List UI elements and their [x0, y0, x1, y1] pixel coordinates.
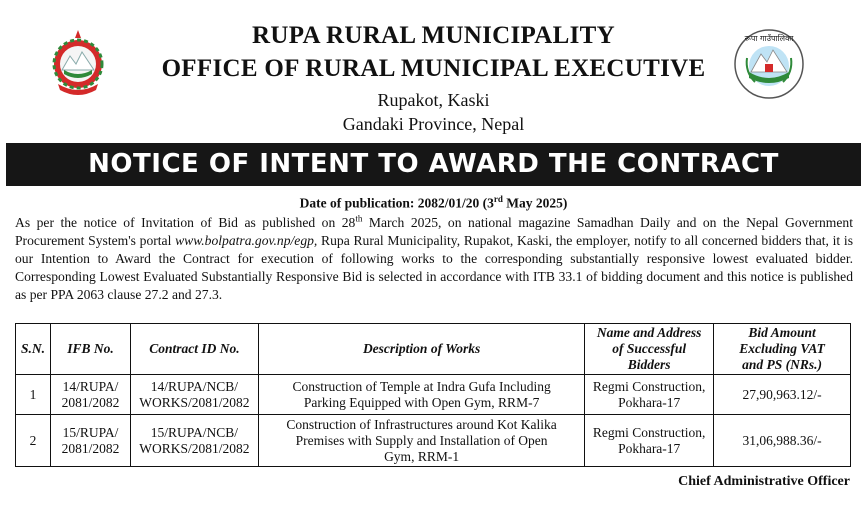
- address-line1: Rupakot, Kaski: [377, 90, 490, 110]
- table-row: [16, 415, 851, 467]
- publication-date-sup: rd: [493, 194, 503, 204]
- cell-ifb: [50, 375, 130, 415]
- header-bidder: [585, 324, 714, 375]
- signature-title: Chief Administrative Officer: [678, 474, 850, 489]
- notice-paragraph: [15, 214, 853, 304]
- letterhead: [0, 0, 867, 140]
- header-bidder-l2: of Successful: [612, 341, 687, 356]
- cell-ifb-l1: 15/RUPA/: [62, 424, 119, 440]
- header-amount: [714, 324, 851, 375]
- header-bidder-l3: Bidders: [627, 357, 671, 372]
- cell-bidder-l2: Pokhara-17: [618, 440, 681, 456]
- cell-bidder-l2: Pokhara-17: [618, 394, 681, 410]
- publication-date-tail: May 2025): [502, 195, 568, 211]
- header-amount-l3: and PS (NRs.): [742, 357, 822, 372]
- cell-bidder: [585, 375, 714, 415]
- header-bidder-l1: Name and Address: [596, 325, 702, 340]
- cell-bidder-l1: Regmi Construction,: [592, 424, 706, 440]
- portal-link[interactable]: www.bolpatra.gov.np/egp,: [175, 233, 318, 248]
- header-sn: S.N.: [16, 324, 51, 375]
- cell-desc-l1: Construction of Temple at Indra Gufa Including: [292, 378, 551, 394]
- cell-contract-l1: 15/RUPA/NCB/: [150, 424, 239, 440]
- cell-desc-l1: Construction of Infrastructures around Kot Kalika: [286, 416, 557, 432]
- cell-bidder: [585, 415, 714, 467]
- para-sup: th: [355, 213, 363, 224]
- cell-description: [258, 415, 584, 467]
- notice-title-banner: NOTICE OF INTENT TO AWARD THE CONTRACT: [6, 143, 861, 186]
- cell-desc-l2: Parking Equipped with Open Gym, RRM-7: [303, 394, 540, 410]
- para-part1: As per the notice of Invitation of Bid as published on 28: [15, 215, 356, 230]
- cell-amount: 31,06,988.36/-: [714, 415, 851, 467]
- cell-sn: 1: [16, 375, 51, 415]
- works-table: [15, 323, 851, 467]
- header-amount-l2: Excluding VAT: [739, 341, 825, 356]
- publication-date: [0, 194, 867, 212]
- cell-desc-l3: Gym, RRM-1: [384, 448, 460, 464]
- cell-description: [258, 375, 584, 415]
- cell-contract-l2: WORKS/2081/2082: [139, 440, 250, 456]
- cell-sn: 2: [16, 415, 51, 467]
- logo-text: रूपा गाउँपालिका: [744, 34, 794, 43]
- para-part3: Rupa Rural Municipality, Rupakot, Kaski, the employer, notify to all concerned bidders that, it is our Intention to Award the Contract for execution of following works to the corresponding substantially responsive lowest evaluated bidder. Corresponding Lowest Evaluated Substantially Responsive Bid is selected in accordance with ITB 33.1 of bidding document and this notice is published as per PPA 2063 clause 27.2 and 27.3.: [15, 233, 853, 302]
- cell-contract-l1: 14/RUPA/NCB/: [150, 378, 239, 394]
- cell-ifb-l1: 14/RUPA/: [62, 378, 119, 394]
- cell-bidder-l1: Regmi Construction,: [592, 378, 706, 394]
- cell-ifb-l2: 2081/2082: [61, 394, 120, 410]
- table-row: [16, 375, 851, 415]
- header-amount-l1: Bid Amount: [748, 325, 816, 340]
- org-name-line1: RUPA RURAL MUNICIPALITY: [252, 22, 615, 49]
- cell-amount: 27,90,963.12/-: [714, 375, 851, 415]
- cell-contract-id: [130, 375, 258, 415]
- cell-desc-l2: Premises with Supply and Installation of Open: [295, 432, 548, 448]
- cell-ifb-l2: 2081/2082: [61, 440, 120, 456]
- cell-ifb: [50, 415, 130, 467]
- header-description: Description of Works: [258, 324, 584, 375]
- cell-contract-id: [130, 415, 258, 467]
- publication-date-label: Date of publication: 2082/01/20 (3: [299, 195, 494, 211]
- municipality-logo-icon: [733, 28, 805, 100]
- org-name-line2: OFFICE OF RURAL MUNICIPAL EXECUTIVE: [161, 55, 706, 82]
- address-line2: Gandaki Province, Nepal: [342, 114, 525, 134]
- para-part2: March 2025, on national magazine Samadhan Daily and on the Nepal Government Procurement System's portal: [15, 215, 853, 248]
- cell-contract-l2: WORKS/2081/2082: [139, 394, 250, 410]
- header-contract-id: Contract ID No.: [130, 324, 258, 375]
- table-header-row: [16, 324, 851, 375]
- header-ifb: IFB No.: [50, 324, 130, 375]
